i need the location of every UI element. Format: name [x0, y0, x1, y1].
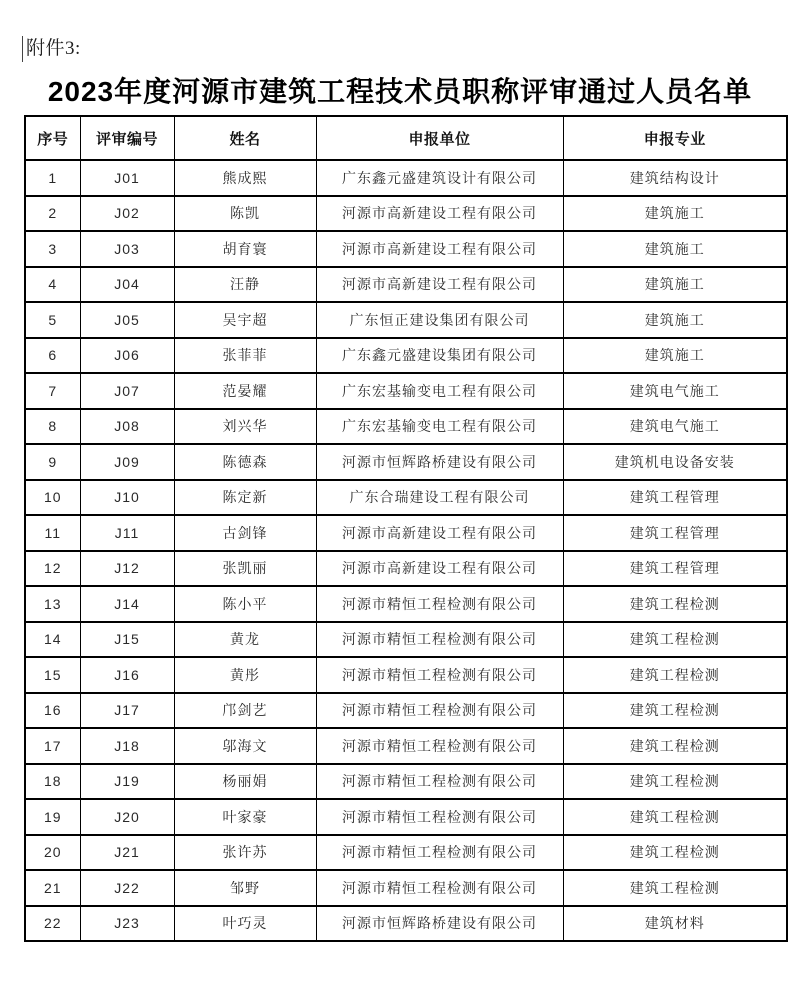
cell-specialty: 建筑工程管理 — [563, 480, 787, 516]
table-row — [25, 799, 787, 835]
cell-review-no: J20 — [80, 799, 174, 835]
header-row — [25, 116, 787, 160]
cell-review-no: J03 — [80, 231, 174, 267]
cell-seq: 22 — [25, 906, 80, 942]
cell-seq: 10 — [25, 480, 80, 516]
cell-name: 黄彤 — [174, 657, 316, 693]
cell-specialty: 建筑电气施工 — [563, 409, 787, 445]
cell-unit: 河源市精恒工程检测有限公司 — [316, 657, 563, 693]
cell-seq: 17 — [25, 728, 80, 764]
cell-specialty: 建筑工程检测 — [563, 728, 787, 764]
cell-unit: 河源市高新建设工程有限公司 — [316, 515, 563, 551]
cell-unit: 河源市高新建设工程有限公司 — [316, 551, 563, 587]
cell-name: 黄龙 — [174, 622, 316, 658]
table-row — [25, 622, 787, 658]
cell-unit: 河源市恒辉路桥建设有限公司 — [316, 444, 563, 480]
cell-name: 张菲菲 — [174, 338, 316, 374]
cell-name: 叶家豪 — [174, 799, 316, 835]
table-row — [25, 409, 787, 445]
cell-unit: 河源市精恒工程检测有限公司 — [316, 799, 563, 835]
cell-seq: 5 — [25, 302, 80, 338]
cell-specialty: 建筑施工 — [563, 338, 787, 374]
cell-review-no: J14 — [80, 586, 174, 622]
table-row — [25, 338, 787, 374]
cell-review-no: J19 — [80, 764, 174, 800]
cell-specialty: 建筑工程管理 — [563, 551, 787, 587]
cell-unit: 广东合瑞建设工程有限公司 — [316, 480, 563, 516]
cell-seq: 2 — [25, 196, 80, 232]
cell-seq: 4 — [25, 267, 80, 303]
table-row — [25, 586, 787, 622]
cell-review-no: J07 — [80, 373, 174, 409]
cell-specialty: 建筑工程检测 — [563, 870, 787, 906]
cell-seq: 7 — [25, 373, 80, 409]
cell-seq: 21 — [25, 870, 80, 906]
table-row — [25, 764, 787, 800]
table-row — [25, 728, 787, 764]
cell-name: 邬海文 — [174, 728, 316, 764]
cell-name: 叶巧灵 — [174, 906, 316, 942]
cell-unit: 河源市精恒工程检测有限公司 — [316, 764, 563, 800]
cell-seq: 1 — [25, 160, 80, 196]
cell-unit: 广东恒正建设集团有限公司 — [316, 302, 563, 338]
attachment-label: 附件3: — [22, 36, 81, 62]
cell-review-no: J15 — [80, 622, 174, 658]
table-row — [25, 835, 787, 871]
cell-unit: 河源市精恒工程检测有限公司 — [316, 835, 563, 871]
table-row — [25, 515, 787, 551]
cell-specialty: 建筑材料 — [563, 906, 787, 942]
cell-seq: 13 — [25, 586, 80, 622]
cell-name: 胡育寰 — [174, 231, 316, 267]
col-header-specialty: 申报专业 — [563, 116, 787, 160]
cell-name: 杨丽娟 — [174, 764, 316, 800]
col-header-unit: 申报单位 — [316, 116, 563, 160]
cell-specialty: 建筑工程检测 — [563, 835, 787, 871]
cell-review-no: J21 — [80, 835, 174, 871]
cell-specialty: 建筑结构设计 — [563, 160, 787, 196]
cell-name: 张凯丽 — [174, 551, 316, 587]
cell-unit: 河源市精恒工程检测有限公司 — [316, 622, 563, 658]
cell-review-no: J22 — [80, 870, 174, 906]
cell-name: 吴宇超 — [174, 302, 316, 338]
cell-name: 陈定新 — [174, 480, 316, 516]
table-row — [25, 693, 787, 729]
table-row — [25, 480, 787, 516]
table-body — [25, 160, 787, 941]
cell-review-no: J06 — [80, 338, 174, 374]
cell-review-no: J11 — [80, 515, 174, 551]
cell-name: 陈小平 — [174, 586, 316, 622]
cell-review-no: J12 — [80, 551, 174, 587]
table-row — [25, 551, 787, 587]
cell-unit: 河源市精恒工程检测有限公司 — [316, 728, 563, 764]
cell-seq: 16 — [25, 693, 80, 729]
cell-specialty: 建筑机电设备安装 — [563, 444, 787, 480]
cell-specialty: 建筑施工 — [563, 302, 787, 338]
cell-specialty: 建筑工程检测 — [563, 657, 787, 693]
cell-specialty: 建筑工程检测 — [563, 799, 787, 835]
cell-seq: 19 — [25, 799, 80, 835]
cell-unit: 河源市精恒工程检测有限公司 — [316, 586, 563, 622]
cell-name: 邝剑艺 — [174, 693, 316, 729]
cell-specialty: 建筑施工 — [563, 267, 787, 303]
cell-review-no: J02 — [80, 196, 174, 232]
table-row — [25, 267, 787, 303]
page-title: 2023年度河源市建筑工程技术员职称评审通过人员名单 — [47, 76, 753, 107]
cell-name: 张许苏 — [174, 835, 316, 871]
cell-seq: 14 — [25, 622, 80, 658]
table-row — [25, 302, 787, 338]
table-row — [25, 196, 787, 232]
cell-name: 熊成熙 — [174, 160, 316, 196]
cell-specialty: 建筑工程管理 — [563, 515, 787, 551]
cell-unit: 河源市恒辉路桥建设有限公司 — [316, 906, 563, 942]
cell-specialty: 建筑施工 — [563, 196, 787, 232]
cell-review-no: J23 — [80, 906, 174, 942]
cell-unit: 广东鑫元盛建设集团有限公司 — [316, 338, 563, 374]
cell-unit: 河源市高新建设工程有限公司 — [316, 196, 563, 232]
cell-review-no: J05 — [80, 302, 174, 338]
col-header-name: 姓名 — [174, 116, 316, 160]
table-row — [25, 906, 787, 942]
cell-seq: 3 — [25, 231, 80, 267]
cell-name: 刘兴华 — [174, 409, 316, 445]
cell-review-no: J17 — [80, 693, 174, 729]
cell-name: 范晏耀 — [174, 373, 316, 409]
cell-seq: 6 — [25, 338, 80, 374]
col-header-seq: 序号 — [25, 116, 80, 160]
cell-unit: 广东鑫元盛建筑设计有限公司 — [316, 160, 563, 196]
cell-unit: 河源市高新建设工程有限公司 — [316, 267, 563, 303]
cell-review-no: J09 — [80, 444, 174, 480]
cell-specialty: 建筑工程检测 — [563, 764, 787, 800]
cell-unit: 广东宏基输变电工程有限公司 — [316, 373, 563, 409]
cell-specialty: 建筑电气施工 — [563, 373, 787, 409]
table-row — [25, 373, 787, 409]
table-row — [25, 444, 787, 480]
cell-name: 古剑锋 — [174, 515, 316, 551]
cell-review-no: J16 — [80, 657, 174, 693]
cell-seq: 18 — [25, 764, 80, 800]
cell-review-no: J04 — [80, 267, 174, 303]
cell-review-no: J08 — [80, 409, 174, 445]
table-row — [25, 231, 787, 267]
col-header-review-no: 评审编号 — [80, 116, 174, 160]
roster-table — [24, 115, 788, 942]
cell-seq: 9 — [25, 444, 80, 480]
cell-specialty: 建筑工程检测 — [563, 586, 787, 622]
cell-review-no: J01 — [80, 160, 174, 196]
cell-seq: 12 — [25, 551, 80, 587]
cell-name: 汪静 — [174, 267, 316, 303]
cell-unit: 河源市高新建设工程有限公司 — [316, 231, 563, 267]
table-row — [25, 160, 787, 196]
cell-unit: 广东宏基输变电工程有限公司 — [316, 409, 563, 445]
cell-name: 陈德森 — [174, 444, 316, 480]
cell-seq: 11 — [25, 515, 80, 551]
cell-review-no: J10 — [80, 480, 174, 516]
cell-seq: 8 — [25, 409, 80, 445]
table-row — [25, 657, 787, 693]
cell-name: 邹野 — [174, 870, 316, 906]
cell-seq: 15 — [25, 657, 80, 693]
cell-unit: 河源市精恒工程检测有限公司 — [316, 693, 563, 729]
cell-specialty: 建筑工程检测 — [563, 622, 787, 658]
cell-specialty: 建筑工程检测 — [563, 693, 787, 729]
cell-unit: 河源市精恒工程检测有限公司 — [316, 870, 563, 906]
cell-review-no: J18 — [80, 728, 174, 764]
table-header — [25, 116, 787, 160]
cell-specialty: 建筑施工 — [563, 231, 787, 267]
table-row — [25, 870, 787, 906]
cell-name: 陈凯 — [174, 196, 316, 232]
cell-seq: 20 — [25, 835, 80, 871]
